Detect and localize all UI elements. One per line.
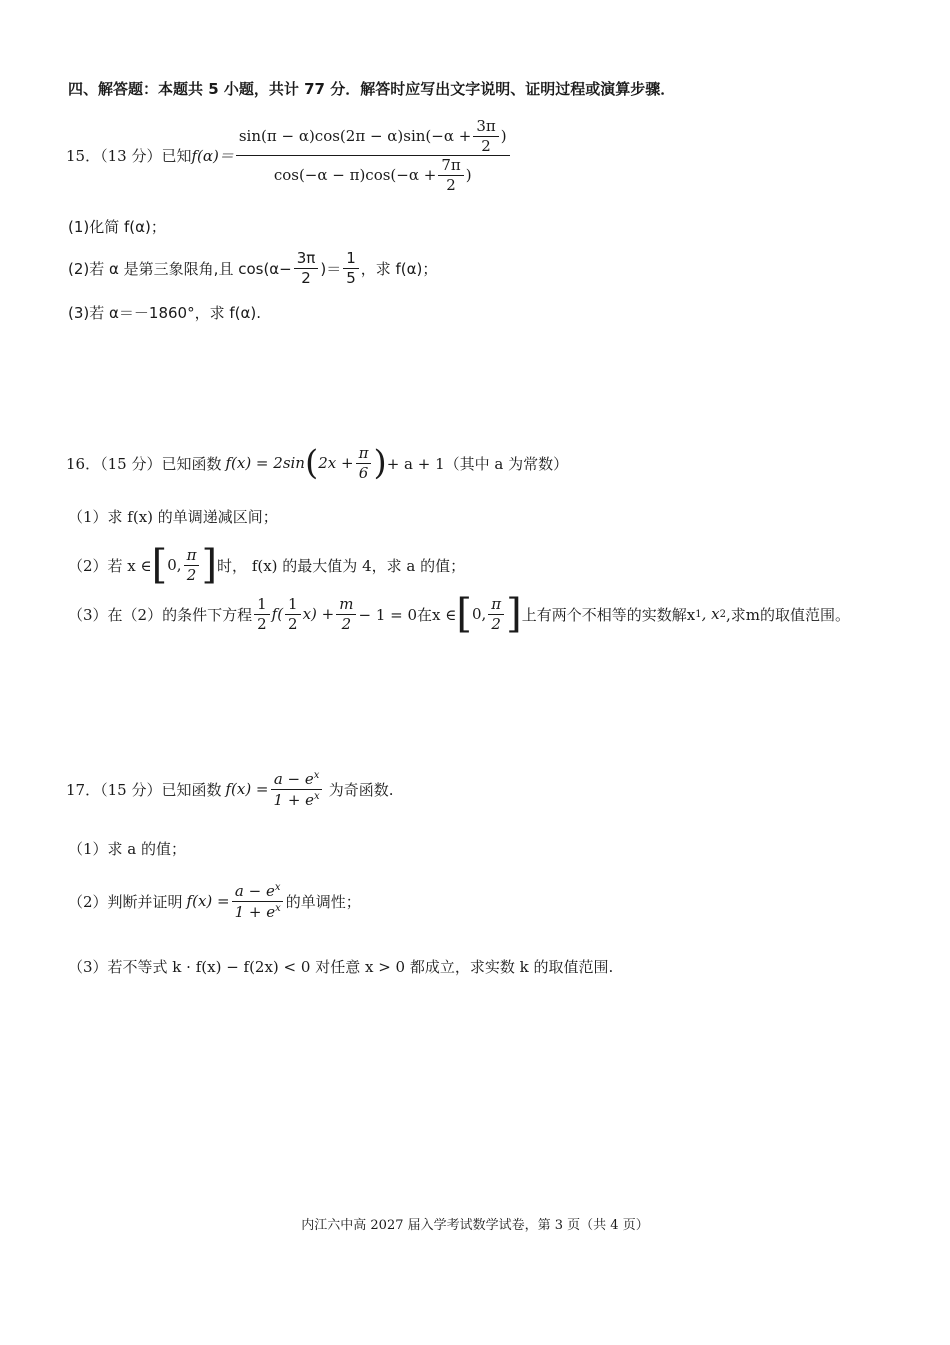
q16-part3-fpost: x) + [302, 605, 335, 623]
q16-part2-a: （2）若 x ∈ [68, 556, 152, 575]
q16-part2-rbracket: ] [201, 542, 218, 588]
q16-part3-c: 上有两个不相等的实数解x [521, 605, 696, 624]
q16-pi-bottom: 6 [358, 463, 369, 482]
q17-part2-function: f(x) = [186, 892, 230, 910]
q16-part1: （1）求 f(x) 的单调递减区间； [68, 508, 278, 526]
q16-part2-lbracket: [ [151, 542, 168, 588]
q15-main-fraction [236, 118, 510, 193]
q15-num-inner-fraction [473, 118, 498, 154]
q15-part2-value [343, 250, 359, 286]
q15-function: f(α)＝ [191, 147, 234, 165]
q16-half-inner-bottom: 2 [288, 614, 298, 633]
q17-part1: （1）求 a 的值； [68, 840, 187, 858]
q15-part2-frac-bottom: 2 [301, 268, 311, 287]
q15-part2-frac-top: 3π [294, 250, 319, 269]
q16-part3-half [254, 596, 270, 632]
q17-part2-den-text: 1 + e [234, 902, 276, 921]
q15-part2-a: (2)若 α 是第三象限角,且 cos(α− [68, 259, 292, 278]
q15-part2-b: )＝ [320, 259, 342, 278]
question-17-statement [66, 770, 393, 808]
q16-part3-frac-top: π [488, 596, 504, 615]
page-footer: 内江六中高 2027 届入学考试数学试卷，第 3 页（共 4 页） [301, 1218, 649, 1233]
q15-denominator [271, 156, 475, 193]
q16-function: f(x) = 2sin [225, 454, 305, 472]
q15-num-inner-top: 3π [473, 118, 498, 137]
q16-sub2: 2 [719, 608, 726, 620]
q16-m-fraction [336, 596, 356, 632]
q15-den-inner-top: 7π [438, 157, 463, 176]
q16-sub1: 1 [695, 608, 702, 620]
q17-part2-fraction [232, 882, 284, 920]
q15-num-close: ) [500, 126, 507, 145]
q16-half-inner-top: 1 [285, 596, 301, 615]
q16-part3-interval-fraction [488, 596, 504, 632]
q17-intro: 17．（15 分）已知函数 [66, 780, 222, 799]
q17-num-sup: x [313, 770, 320, 781]
q16-intro: 16．（15 分）已知函数 [66, 454, 222, 473]
q16-pi-top: π [356, 445, 372, 464]
q16-half-top: 1 [254, 596, 270, 615]
q16-left-paren: ( [304, 443, 319, 483]
q16-part3-fpre: f( [271, 605, 284, 623]
q15-intro: 15．（13 分）已知 [66, 147, 192, 165]
q16-m-bottom: 2 [341, 614, 352, 633]
q16-part2-frac-top: π [184, 547, 200, 566]
q16-part3-lbracket: [ [456, 591, 472, 637]
q16-part2-fraction [184, 547, 200, 583]
q16-part3-a: （3）在（2）的条件下方程 [68, 605, 253, 624]
q17-den-text: 1 + e [273, 790, 315, 809]
question-15-statement [66, 118, 512, 193]
q15-part2 [68, 250, 437, 286]
q16-part3-zero: 0, [471, 605, 487, 623]
q16-pi-fraction [356, 445, 372, 481]
q16-m-top: m [336, 596, 356, 615]
q16-tail: + a + 1（其中 a 为常数） [386, 454, 569, 473]
q15-denominator-text: cos(−α − π)cos(−α + [273, 165, 437, 184]
q15-num-inner-bottom: 2 [481, 136, 491, 155]
q16-part3-b: − 1 = 0在x ∈ [358, 605, 457, 624]
q17-part2-num-sup: x [274, 882, 281, 893]
q17-part2-den-sup: x [275, 902, 281, 914]
q17-tail: 为奇函数. [328, 780, 394, 799]
q16-part3-rbracket: ] [506, 591, 522, 637]
q16-part3-half-inner [285, 596, 301, 632]
q15-part2-val-bottom: 5 [346, 268, 356, 287]
q17-den-sup: x [314, 790, 320, 802]
q17-part2-num [232, 882, 284, 902]
q16-sep: , x [701, 605, 720, 623]
question-16-statement [66, 445, 568, 481]
q15-numerator [236, 118, 510, 156]
q17-part2 [68, 882, 361, 920]
q15-part2-val-top: 1 [343, 250, 359, 269]
q17-part2-b: 的单调性； [285, 892, 361, 911]
q15-part1: (1)化简 f(α)； [68, 218, 166, 236]
q16-part2-zero: 0, [167, 556, 182, 574]
q16-part3-frac-bottom: 2 [491, 614, 501, 633]
q16-part2 [68, 542, 466, 588]
q16-part3-d: ,求m的取值范围。 [725, 605, 850, 624]
q15-den-inner-bottom: 2 [446, 175, 456, 194]
q15-part3: (3)若 α＝－1860°，求 f(α). [68, 304, 261, 322]
q17-num [271, 770, 323, 790]
q15-part2-c: ，求 f(α)； [360, 259, 438, 278]
q16-part2-frac-bottom: 2 [186, 565, 197, 584]
section-heading: 四、解答题：本题共 5 小题，共计 77 分．解答时应写出文字说明、证明过程或演算步骤． [68, 80, 676, 98]
q17-fraction [271, 770, 323, 808]
q15-den-close: ) [465, 165, 472, 184]
q15-numerator-text: sin(π − α)cos(2π − α)sin(−α + [238, 126, 472, 145]
q16-right-paren: ) [373, 443, 387, 483]
q15-part2-fraction [294, 250, 319, 286]
q16-half-bottom: 2 [257, 614, 267, 633]
q17-part3: （3）若不等式 k · f(x) − f(2x) < 0 对任意 x > 0 都成立，求实数 k 的取值范围. [68, 958, 614, 976]
q15-den-inner-fraction [438, 157, 463, 193]
q16-inner: 2x + [318, 454, 354, 472]
q16-part2-b: 时， f(x) 的最大值为 4，求 a 的值； [217, 556, 466, 575]
q17-part2-den [232, 902, 284, 921]
q16-part3 [68, 591, 850, 637]
q17-num-text: a − e [273, 770, 314, 788]
q17-part2-num-text: a − e [234, 882, 275, 900]
q17-part2-a: （2）判断并证明 [68, 892, 183, 911]
q17-function: f(x) = [225, 780, 269, 798]
q17-den [271, 790, 323, 809]
